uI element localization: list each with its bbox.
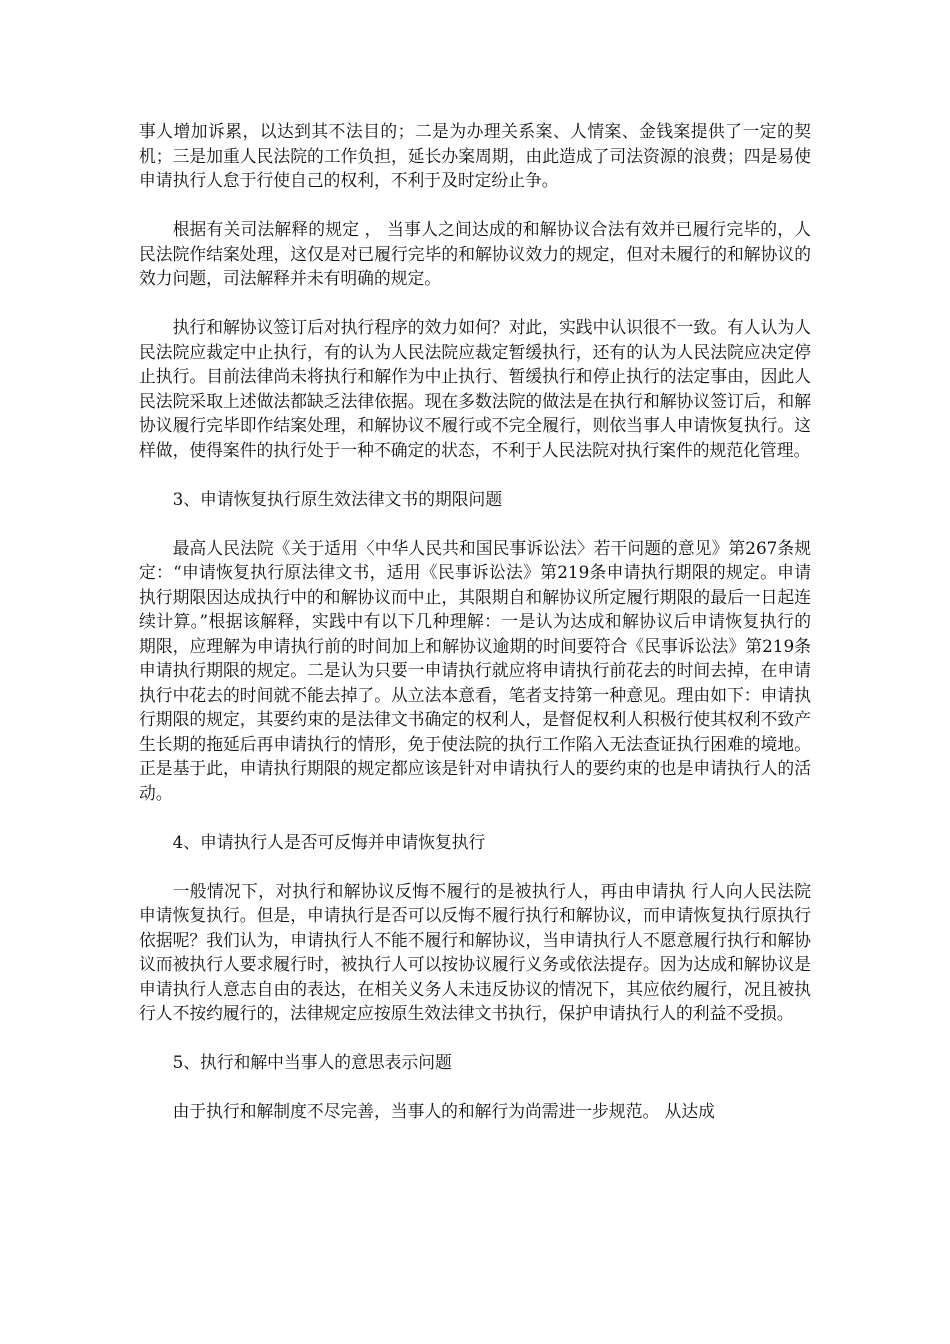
paragraph-6: 由于执行和解制度不尽完善，当事人的和解行为尚需进一步规范。 从达成 — [172, 1101, 715, 1121]
section-heading-3: 3、申请恢复执行原生效法律文书的期限问题 — [172, 488, 503, 509]
paragraph-4: 最高人民法院《关于适用〈中华人民共和国民事诉讼法〉若干问题的意见》第267条规定：“申请恢复执行原法律文书，适用《民事诉讼法》第219条申请执行期限的规定。申请执行期限因达成执行中的和解协议而中止，其限期自和解协议所定履行期限的最后一日起连续计算。”根据该解释，实践中有以下几种理解：一是认为达成和解协议后申请恢复执行的 期限，应理解为申请执行前的时间加上和解协议逾期的时间要符合《民事诉讼法》第219条申请执行期限的规定。二是认为只要一申请执行就应将申请执行前花去的时间去掉，在申请执行中花去的时间就不能去掉了。从立法本意看，笔者支持第一种意见。理由如下：申请执行期限的规定，其要约束的是法律文书确定的权利人，是督促权利人积极行使其权利不致产生长期的拖延后再申请执行的情形，免于使法院的执行工作陷入无法查证执行困难的境地。正是基于此，申请执行期限的规定都应该是针对申请执行人的要约束的也是申请执行人的活动。 — [139, 537, 811, 803]
section-heading-4: 4、申请执行人是否可反悔并申请恢复执行 — [172, 831, 486, 852]
paragraph-5: 一般情况下，对执行和解协议反悔不履行的是被执行人，再由申请执 行人向人民法院申请恢复执行。但是，申请执行是否可以反悔不履行执行和解协议，而申请恢复执行原执行依据呢？我们认为，申请执行人不能不履行和解协议，当申请执行人不愿意履行执行和解协议而被执行人要求履行时，被执行人可以按协议履行义务或依法提存。因为达成和解协议是申请执行人意志自由的表达，在相关义务人未违反协议的情况下，其应依约履行，况且被执行人不按约履行的，法律规定应按原生效法律文书执行，保护申请执行人的利益不受损。 — [139, 880, 811, 1023]
document-body — [139, 119, 811, 1148]
paragraph-3: 执行和解协议签订后对执行程序的效力如何？对此，实践中认识很不一致。有人认为人民法院应裁定中止执行，有的认为人民法院应裁定暂缓执行，还有的认为人民法院应决定停止执行。目前法律尚未将执行和解作为中止执行、暂缓执行和停止执行的法定事由，因此人民法院采取上述做法都缺乏法律依据。现在多数法院的做法是在执行和解协议签订后，和解协议履行完毕即作结案处理，和解协议不履行或不完全履行，则依当事人申请恢复执行。这样做，使得案件的执行处于一种不确定的状态，不利于人民法院对执行案件的规范化管理。 — [139, 317, 811, 460]
paragraph-1: 事人增加诉累，以达到其不法目的；二是为办理关系案、人情案、金钱案提供了一定的契机；三是加重人民法院的工作负担，延长办案周期，由此造成了司法资源的浪费；四是易使申请执行人怠于行使自己的权利，不利于及时定纷止争。 — [139, 121, 811, 190]
section-heading-5: 5、执行和解中当事人的意思表示问题 — [172, 1052, 452, 1072]
paragraph-2: 根据有关司法解释的规定 ， 当事人之间达成的和解协议合法有效并已履行完毕的，人民法院作结案处理，这仅是对已履行完毕的和解协议效力的规定，但对未履行的和解协议的效力问题，司法解释并未有明确的规定。 — [139, 219, 811, 288]
